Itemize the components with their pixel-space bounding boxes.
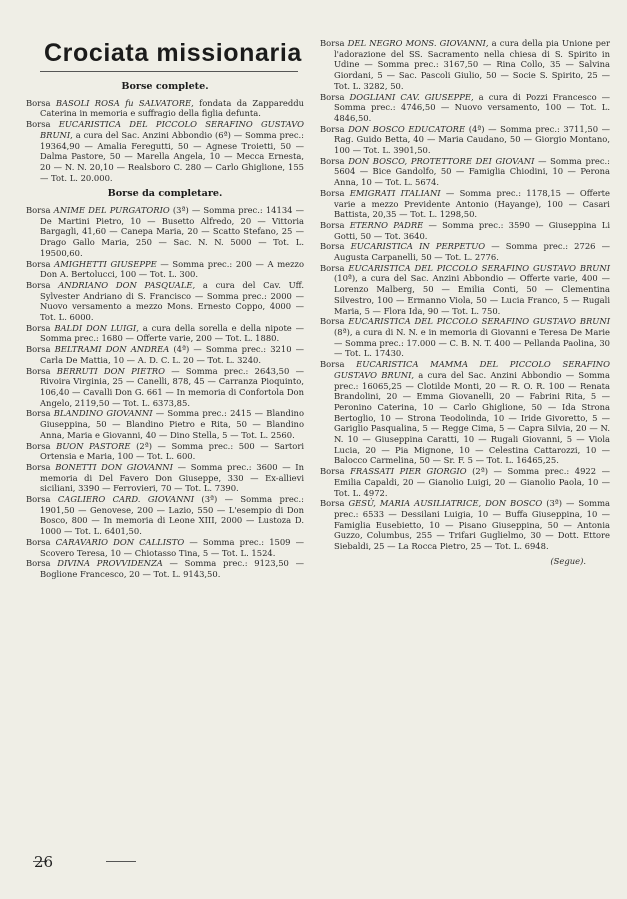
- entry-name: DOGLIANI CAV. GIUSEPPE,: [349, 91, 474, 102]
- borsa-entry: [320, 241, 610, 262]
- entry-name: BELTRAMI DON ANDREA: [54, 344, 170, 355]
- entry-prefix: Borsa: [26, 322, 55, 333]
- entry-details: — Somma prec.: 9123,50 — Boglione Francesco, 20 — Tot. L. 9143,50.: [40, 558, 304, 579]
- borsa-entry: [26, 558, 304, 579]
- entry-name: BUON PASTORE: [56, 440, 131, 451]
- entry-details: (3ª) — Somma prec.: 14134 — De Martini Pietro, 10 — Busetto Alfredo, 20 — Vittoria Bargagli, 41,60 — Canepa Maria, 20 — Scatto Stefano, 25 — Drago Gallo Maria, 250 — Sac. N. N. 5000 — Tot. L. 19500,60.: [40, 205, 305, 258]
- borsa-entry: [320, 220, 610, 241]
- borsa-entry: [320, 38, 610, 92]
- borsa-entry: [26, 205, 304, 259]
- entry-prefix: Borsa: [320, 316, 349, 327]
- entry-prefix: Borsa: [26, 558, 58, 569]
- entry-details: — Somma prec.: 1178,15 — Offerte varie a mezzo Previdente Antonio (Hayange), 100 — Casari Battista, 20,35 — Tot. L. 1298,50.: [334, 187, 610, 220]
- entry-prefix: Borsa: [320, 38, 348, 48]
- entry-details: — Somma prec.: 2726 — Augusta Carpanelli, 50 — Tot. L. 2776.: [334, 241, 610, 263]
- entry-name: DON BOSCO EDUCATORE: [348, 123, 466, 134]
- entry-name: CARAVARIO DON CALLISTO: [55, 536, 185, 547]
- incomplete-list-left: [26, 205, 304, 580]
- entry-details: (3ª) — Somma prec.: 1901,50 — Genovese, 200 — Lazio, 550 — L'esempio di Don Bosco, 800 — In memoria di Leone XIII, 2000 — Lustoza D. 1000 — Tot. L. 6401,50.: [40, 494, 304, 537]
- page-title: Crociata missionaria: [44, 39, 302, 67]
- entry-prefix: Borsa: [320, 219, 350, 230]
- borsa-entry: [320, 156, 610, 188]
- entry-details: a cura della pia Unione per l'adorazione del SS. Sacramento nella chiesa di S. Spirito in Udine — Somma prec.: 3167,50 — Rina Collo, 35 — Salvina Giordani, 5 — Sac. Pascoli Giulio, 50 — Socie S. Spirito, 25 — Tot. L. 3282, 50.: [334, 38, 611, 91]
- entry-name: ANIME DEL PURGATORIO: [53, 205, 170, 216]
- borsa-entry: [26, 462, 304, 494]
- entry-prefix: Borsa: [320, 241, 351, 252]
- entry-prefix: Borsa: [26, 205, 54, 216]
- entry-details: a cura di Pozzi Francesco — Somma prec.: 4746,50 — Nuovo versamento, 100 — Tot. L. 4846,50.: [334, 91, 611, 123]
- continued-note: (Segue).: [550, 555, 586, 566]
- borsa-entry: [320, 92, 610, 124]
- entry-details: (4ª) — Somma prec.: 3711,50 — Rag. Guido Betta, 40 — Maria Caudano, 50 — Giorgio Montano, 100 — Tot. L. 3901,50.: [334, 123, 610, 156]
- section-heading-complete: Borse complete.: [121, 81, 209, 92]
- entry-name: BONETTI DON GIOVANNI: [55, 461, 173, 472]
- borsa-entry: [26, 537, 304, 558]
- entry-name: AMIGHETTI GIUSEPPE: [54, 258, 157, 269]
- entry-prefix: Borsa: [320, 187, 350, 198]
- borsa-entry: [26, 366, 304, 409]
- borsa-entry: [320, 263, 610, 317]
- borsa-entry: [26, 98, 304, 119]
- borsa-entry: [26, 408, 304, 440]
- entry-prefix: Borsa: [320, 155, 349, 166]
- borsa-entry: [26, 259, 304, 280]
- entry-name: DEL NEGRO MONS. GIOVANNI,: [347, 38, 489, 48]
- page-number: 26: [34, 853, 54, 871]
- complete-list: [26, 98, 304, 184]
- entry-name: EMIGRATI ITALIANI: [349, 187, 441, 198]
- entry-details: — Somma prec.: 2643,50 — Rivoira Virginia, 25 — Canelli, 878, 45 — Carranza Pioquinto, 106,40 — Cavalli Don G. 661 — In memoria di Confortola Don Angelo, 2119,50 — Tot. L. 6373,85.: [40, 365, 304, 408]
- borsa-entry: [320, 188, 610, 220]
- entry-prefix: Borsa: [320, 123, 349, 134]
- entry-details: — Somma prec.: 5604 — Bice Gandolfo, 50 — Famiglia Chiodini, 10 — Perona Anna, 10 — Tot. L. 5674.: [334, 155, 610, 188]
- entry-prefix: Borsa: [26, 279, 59, 290]
- entry-details: (2ª) — Somma prec.: 500 — Sartori Ortensia e Maria, 100 — Tot. L. 600.: [40, 440, 305, 462]
- entry-details: — Somma prec.: 3590 — Giuseppina Li Gotti, 50 — Tot. 3640.: [334, 219, 610, 241]
- entry-details: a cura della sorella e della nipote — Somma prec.: 1680 — Offerte varie, 200 — Tot. L. 1880.: [40, 322, 304, 344]
- borsa-entry: [320, 359, 610, 466]
- entry-prefix: Borsa: [26, 461, 56, 472]
- left-column: [26, 38, 304, 580]
- entry-prefix: Borsa: [26, 97, 56, 108]
- entry-prefix: Borsa: [320, 359, 357, 370]
- entry-details: — Somma prec.: 3600 — In memoria di Del Favero Don Giuseppe, 330 — Ex-allievi siciliani, 3390 — Ferrovieri, 70 — Tot. L. 7390.: [40, 461, 305, 494]
- entry-prefix: Borsa: [26, 365, 57, 376]
- entry-details: — Somma prec.: 200 — A mezzo Don A. Bertolucci, 100 — Tot. L. 300.: [40, 258, 304, 280]
- entry-prefix: Borsa: [26, 408, 54, 419]
- entry-prefix: Borsa: [320, 91, 350, 102]
- incomplete-list-right: [320, 38, 610, 552]
- entry-details: — Somma prec.: 1509 — Scovero Teresa, 10 — Chiotasso Tina, 5 — Tot. L. 1524.: [40, 536, 304, 558]
- entry-details: (8ª), a cura di N. N. e in memoria di Giovanni e Teresa De Marie — Somma prec.: 17.000 — C. B. N. T. 400 — Pellanda Paolina, 30 — Tot. L. 17430.: [334, 326, 610, 359]
- borsa-entry: [26, 323, 304, 344]
- borsa-entry: [320, 498, 610, 552]
- borsa-entry: [26, 119, 304, 183]
- entry-prefix: Borsa: [26, 494, 58, 505]
- borsa-entry: [320, 124, 610, 156]
- borsa-entry: [320, 466, 610, 498]
- section-heading-incomplete: Borse da completare.: [107, 188, 223, 200]
- entry-name: DON BOSCO, PROTETTORE DEI GIOVANI: [348, 155, 535, 166]
- entry-name: EUCARISTICA DEL PICCOLO SERAFINO GUSTAVO BRUNI,: [40, 119, 304, 140]
- entry-prefix: Borsa: [320, 498, 349, 509]
- entry-details: (3ª) — Somma prec.: 6533 — Dessilani Luigia, 10 — Buffa Giuseppina, 10 — Famiglia Eusebietto, 10 — Pisano Giuseppina, 50 — Antonia Guzzo, Columbus, 255 — Trifari Guglielmo, 30 — Dott. Ettore Siebaldi, 25 — La Rocca Pietro, 25 — Tot. L. 6948.: [334, 498, 610, 552]
- entry-details: (4ª) — Somma prec.: 3210 — Carla De Mattia, 10 — A. D. C. L. 20 — Tot. L. 3240.: [40, 344, 305, 365]
- entry-details: a cura del Sac. Anzini Abbondio — Somma prec.: 16065,25 — Clotilde Monti, 20 — R. O. R. 100 — Renata Brandolini, 20 — Emma Giovanelli, 20 — Fabrini Rita, 5 — Peronino Caterina, 10 — Carlo Ghiglione, 50 — Ida Strona Bertoglio, 10 — Strona Teodolinda, 10 — Iride Givoretto, 5 — Gariglio Pasqualina, 5 — Regge Cima, 5 — Capra Silvia, 20 — N. N. 10 — Giuseppina Caratti, 10 — Rugali Giovanni, 5 — Viola Lucia, 20 — Pia Mignone, 10 — Celestina Cattarozzi, 10 — Balocco Carmelina, 50 — Sr. F. 5 — Tot. L. 16465,25.: [334, 369, 610, 466]
- borsa-entry: [26, 494, 304, 537]
- entry-details: (10ª), a cura del Sac. Anzini Abbondio — Offerte varie, 400 — Lorenzo Malberg, 50 — Emilia Conti, 50 — Clementina Silvestro, 100 — Ermanno Viola, 50 — Lucia Franco, 5 — Rugali Maria, 5 — Flora Ida, 90 — Tot. L. 750.: [334, 273, 610, 316]
- borsa-entry: [26, 280, 304, 323]
- entry-name: EUCARISTICA DEL PICCOLO SERAFINO GUSTAVO BRUNI: [348, 262, 610, 273]
- entry-prefix: Borsa: [26, 119, 59, 130]
- entry-name: BASOLI ROSA fu SALVATORE,: [55, 97, 194, 108]
- entry-name: GESÙ, MARIA AUSILIATRICE, DON BOSCO: [348, 498, 543, 509]
- entry-name: EUCARISTICA MAMMA DEL PICCOLO SERAFINO GUSTAVO BRUNI,: [334, 359, 610, 380]
- entry-prefix: Borsa: [26, 344, 55, 355]
- entry-name: ETERNO PADRE: [349, 219, 424, 230]
- entry-name: BERRUTI DON PIETRO: [56, 365, 165, 376]
- entry-name: CAGLIERO CARD. GIOVANNI: [57, 494, 195, 505]
- borsa-entry: [26, 344, 304, 365]
- entry-name: FRASSATI PIER GIORGIO: [350, 466, 467, 477]
- entry-name: EUCARISTICA DEL PICCOLO SERAFINO GUSTAVO BRUNI: [348, 316, 610, 327]
- entry-prefix: Borsa: [320, 466, 351, 477]
- borsa-entry: [320, 316, 610, 359]
- entry-name: BLANDINO GIOVANNI: [53, 408, 153, 419]
- entry-details: — Somma prec.: 2415 — Blandino Giuseppina, 50 — Blandino Pietro e Rita, 50 — Blandino Anna, Maria e Giovanni, 40 — Dino Stella, 5 — Tot. L. 2560.: [40, 408, 304, 440]
- entry-prefix: Borsa: [320, 262, 349, 273]
- entry-name: ANDRIANO DON PASQUALE,: [58, 279, 196, 290]
- title-rule: [40, 71, 298, 72]
- entry-details: fondata da Zappareddu Caterina in memoria e suffragio della figlia defunta.: [40, 97, 304, 119]
- entry-prefix: Borsa: [26, 258, 55, 269]
- footer-dash: [106, 861, 136, 862]
- entry-prefix: Borsa: [26, 536, 56, 547]
- entry-details: (2ª) — Somma prec.: 4922 — Emilia Capaldi, 20 — Gianolio Luigi, 20 — Gianolio Paola, 10 — Tot. L. 4972.: [334, 466, 610, 498]
- entry-name: BALDI DON LUIGI,: [54, 322, 139, 333]
- entry-name: EUCARISTICA IN PERPETUO: [350, 241, 486, 252]
- right-column: [320, 38, 610, 566]
- entry-prefix: Borsa: [26, 440, 57, 451]
- entry-details: a cura del Cav. Uff. Sylvester Andriano di S. Francisco — Somma prec.: 2000 — Nuovo versamento a mezzo Mons. Ernesto Coppo, 4000 — Tot. L. 6000.: [40, 279, 304, 323]
- borsa-entry: [26, 441, 304, 462]
- entry-name: DIVINA PROVVIDENZA: [57, 558, 163, 569]
- entry-details: a cura del Sac. Anzini Abbondio (6ª) — Somma prec.: 19364,90 — Amalia Feregutti, 50 — Agnese Troietti, 50 — Dalma Pastore, 50 — Marella Angela, 10 — Mecca Ernesta, 20 — N. N. 20,10 — Realsboro C. 280 — Carlo Ghiglione, 155 — Tot. L. 20.000.: [40, 129, 304, 183]
